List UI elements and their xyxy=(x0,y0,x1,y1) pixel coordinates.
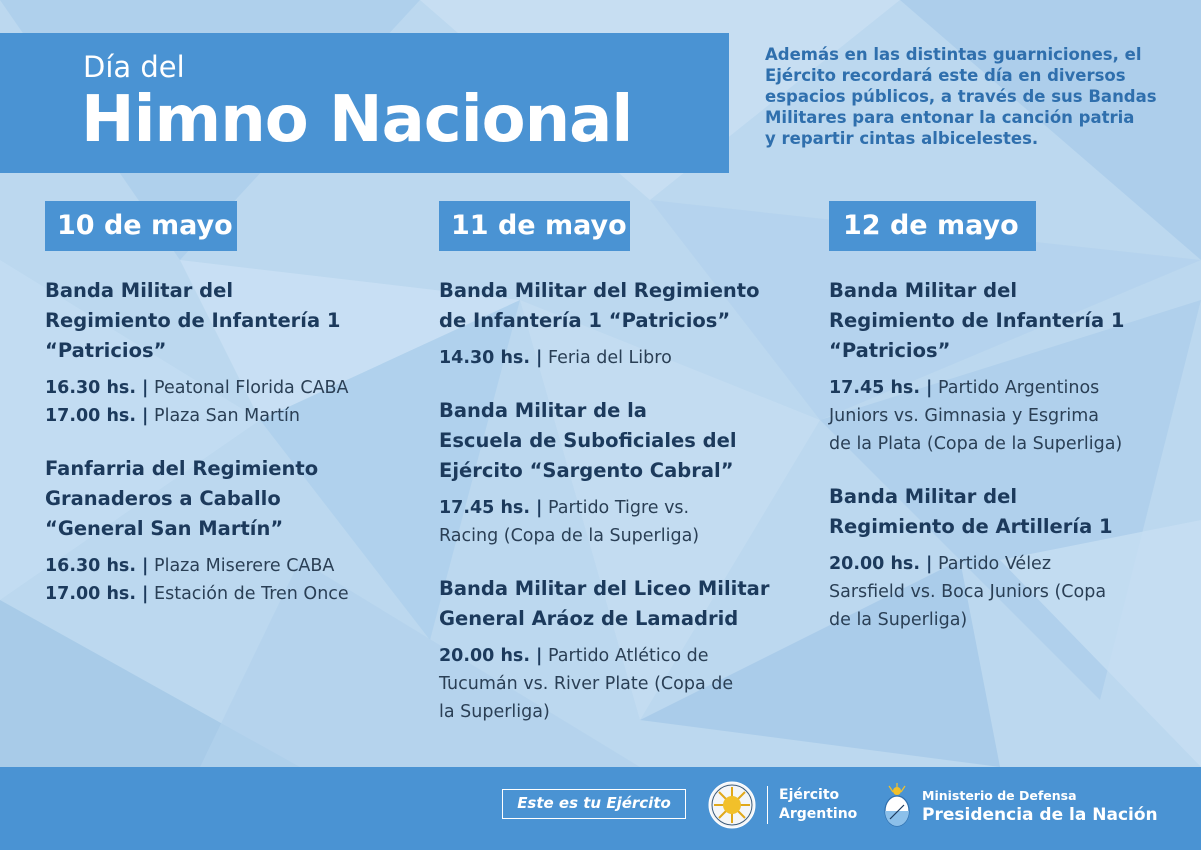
event-place: Estación de Tren Once xyxy=(148,584,349,604)
intro-line: y repartir cintas albicelestes. xyxy=(765,129,1039,148)
schedule-line xyxy=(829,374,1125,402)
column-11-mayo xyxy=(439,276,769,726)
national-shield-icon xyxy=(881,781,913,829)
slogan-badge: Este es tu Ejército xyxy=(502,789,686,819)
band-line: Ejército “Sargento Cabral” xyxy=(439,459,734,482)
band-line: Banda Militar del Liceo Militar xyxy=(439,577,770,600)
band-line: Banda Militar del Regimiento xyxy=(439,279,760,302)
schedule-line: Sarsfield vs. Boca Juniors (Copa xyxy=(829,582,1107,602)
band-line: General Aráoz de Lamadrid xyxy=(439,607,739,630)
schedule-line: la Superliga) xyxy=(439,702,550,722)
event-band xyxy=(439,396,769,486)
event-band xyxy=(45,454,349,544)
event-schedule xyxy=(829,550,1125,634)
event-place: Feria del Libro xyxy=(542,348,672,368)
event-time: 17.45 hs. | xyxy=(439,498,543,518)
event-time: 20.00 hs. | xyxy=(439,646,543,666)
title-line-1: Día del xyxy=(83,50,185,84)
event-time: 16.30 hs. | xyxy=(45,556,149,576)
schedule-line xyxy=(45,402,349,430)
schedule-line xyxy=(45,580,349,608)
intro-line: Además en las distintas guarniciones, el xyxy=(765,45,1142,64)
logo-line: Argentino xyxy=(779,806,858,822)
event-time: 14.30 hs. | xyxy=(439,348,543,368)
schedule-line: Tucumán vs. River Plate (Copa de xyxy=(439,674,734,694)
column-10-mayo xyxy=(45,276,349,608)
event-schedule xyxy=(829,374,1125,458)
event-schedule xyxy=(45,374,349,430)
logo-line: Ejército xyxy=(779,787,840,803)
footer-divider xyxy=(767,786,768,824)
band-line: Fanfarria del Regimiento xyxy=(45,457,319,480)
event-band xyxy=(439,276,769,336)
band-line: Banda Militar del xyxy=(829,279,1018,302)
presidencia-text: Presidencia de la Nación xyxy=(922,805,1158,825)
event-band xyxy=(829,276,1125,366)
intro-text xyxy=(765,44,1185,149)
band-line: de Infantería 1 “Patricios” xyxy=(439,309,731,332)
band-line: “Patricios” xyxy=(829,339,951,362)
event-place: Partido Atlético de xyxy=(542,646,709,666)
event-time: 20.00 hs. | xyxy=(829,554,933,574)
event-band xyxy=(829,482,1125,542)
band-line: “General San Martín” xyxy=(45,517,284,540)
event-time: 16.30 hs. | xyxy=(45,378,149,398)
band-line: Banda Militar del xyxy=(45,279,234,302)
schedule-line: Racing (Copa de la Superliga) xyxy=(439,526,700,546)
day-tag-10-mayo: 10 de mayo xyxy=(45,201,237,251)
band-line: Banda Militar de la xyxy=(439,399,647,422)
event-place: Partido Argentinos xyxy=(932,378,1100,398)
schedule-line xyxy=(45,374,349,402)
ministerio-defensa-text: Ministerio de Defensa xyxy=(922,788,1077,803)
schedule-line: de la Superliga) xyxy=(829,610,968,630)
event-place: Partido Tigre vs. xyxy=(542,498,690,518)
column-12-mayo xyxy=(829,276,1125,634)
schedule-line: Juniors vs. Gimnasia y Esgrima xyxy=(829,406,1099,426)
ministerio-logo xyxy=(922,788,1158,826)
ejercito-argentino-logo xyxy=(779,786,857,824)
event-schedule xyxy=(439,344,769,372)
intro-line: Ejército recordará este día en diversos xyxy=(765,66,1126,85)
event-band xyxy=(45,276,349,366)
event-time: 17.45 hs. | xyxy=(829,378,933,398)
schedule-line xyxy=(45,552,349,580)
day-tag-11-mayo: 11 de mayo xyxy=(439,201,630,251)
schedule-line: de la Plata (Copa de la Superliga) xyxy=(829,434,1123,454)
army-sun-emblem-icon xyxy=(708,781,756,829)
event-schedule xyxy=(439,494,769,550)
event-place: Partido Vélez xyxy=(932,554,1052,574)
band-line: Regimiento de Infantería 1 xyxy=(829,309,1125,332)
schedule-line xyxy=(829,550,1125,578)
event-band xyxy=(439,574,769,634)
event-schedule xyxy=(439,642,769,726)
event-place: Plaza Miserere CABA xyxy=(148,556,335,576)
band-line: Regimiento de Artillería 1 xyxy=(829,515,1113,538)
intro-line: Militares para entonar la canción patria xyxy=(765,108,1135,127)
intro-line: espacios públicos, a través de sus Bandas xyxy=(765,87,1157,106)
band-line: Granaderos a Caballo xyxy=(45,487,281,510)
event-place: Peatonal Florida CABA xyxy=(148,378,349,398)
band-line: Escuela de Suboficiales del xyxy=(439,429,737,452)
band-line: Regimiento de Infantería 1 xyxy=(45,309,341,332)
event-place: Plaza San Martín xyxy=(148,406,300,426)
event-time: 17.00 hs. | xyxy=(45,584,149,604)
band-line: Banda Militar del xyxy=(829,485,1018,508)
schedule-line xyxy=(439,642,769,670)
event-time: 17.00 hs. | xyxy=(45,406,149,426)
day-tag-12-mayo: 12 de mayo xyxy=(829,201,1036,251)
schedule-line xyxy=(439,344,769,372)
event-schedule xyxy=(45,552,349,608)
schedule-line xyxy=(439,494,769,522)
page-title: Himno Nacional xyxy=(81,83,633,157)
band-line: “Patricios” xyxy=(45,339,167,362)
